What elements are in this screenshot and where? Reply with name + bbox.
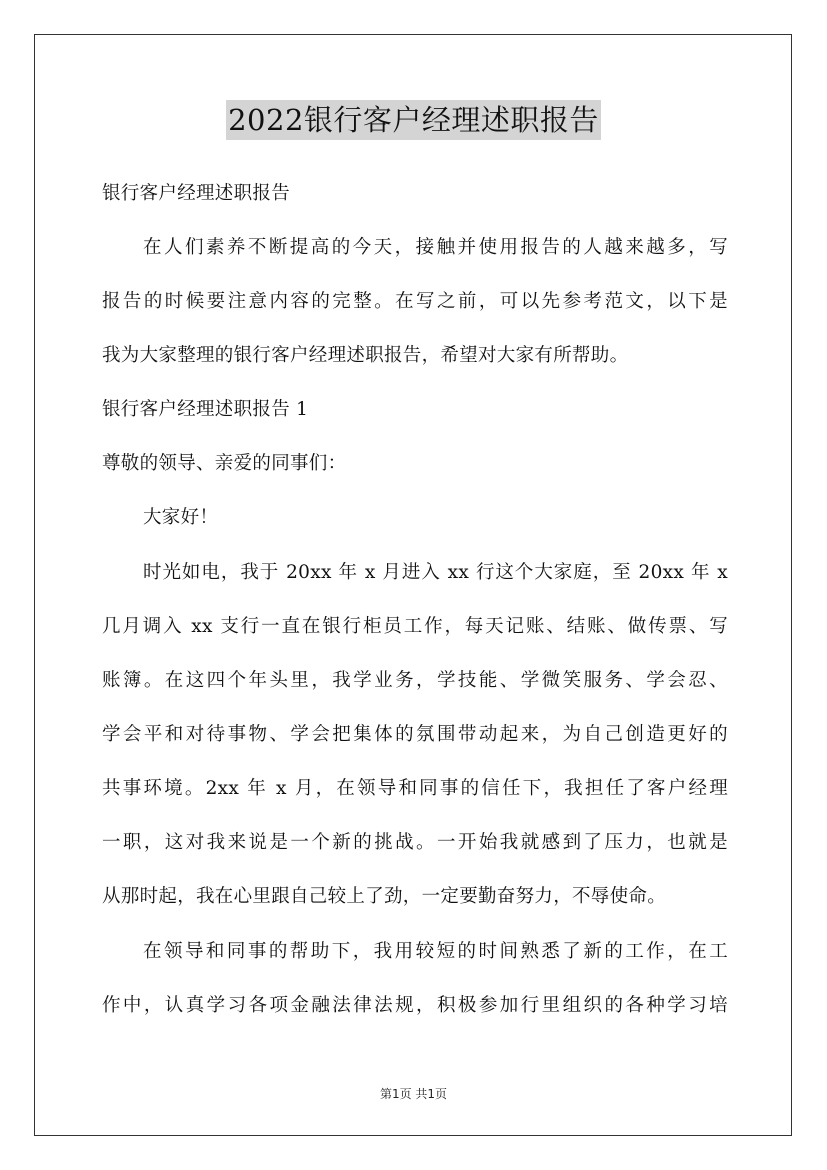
paragraph-line: 一职，这对我来说是一个新的挑战。一开始我就感到了压力，也就是 xyxy=(102,832,728,853)
paragraph-line: 账簿。在这四个年头里，我学业务，学技能、学微笑服务、学会忍、 xyxy=(102,670,728,691)
paragraph-line: 在人们素养不断提高的今天，接触并使用报告的人越来越多，写 xyxy=(143,237,728,258)
paragraph-line: 几月调入 xx 支行一直在银行柜员工作，每天记账、结账、做传票、写 xyxy=(102,616,728,637)
paragraph-line: 从那时起，我在心里跟自己较上了劲，一定要勤奋努力，不辱使命。 xyxy=(102,886,667,907)
title-container xyxy=(0,100,827,140)
doc-subtitle: 银行客户经理述职报告 xyxy=(102,183,291,204)
salutation: 尊敬的领导、亲爱的同事们： xyxy=(102,453,347,474)
paragraph-line: 时光如电，我于 20xx 年 x 月进入 xx 行这个大家庭，至 20xx 年 x xyxy=(143,562,728,583)
paragraph-line: 我为大家整理的银行客户经理述职报告，希望对大家有所帮助。 xyxy=(102,345,629,366)
paragraph-line: 学会平和对待事物、学会把集体的氛围带动起来，为自己创造更好的 xyxy=(102,724,728,745)
section-heading: 银行客户经理述职报告 1 xyxy=(102,399,309,420)
document-title: 2022银行客户经理述职报告 xyxy=(226,100,601,140)
page-footer: 第1页 共1页 xyxy=(379,1087,448,1101)
paragraph-line: 报告的时候要注意内容的完整。在写之前，可以先参考范文，以下是 xyxy=(102,291,728,312)
paragraph-line: 在领导和同事的帮助下，我用较短的时间熟悉了新的工作，在工 xyxy=(143,941,728,962)
paragraph-line: 共事环境。2xx 年 x 月，在领导和同事的信任下，我担任了客户经理 xyxy=(102,778,728,799)
greeting: 大家好！ xyxy=(143,507,219,528)
paragraph-line: 作中，认真学习各项金融法律法规，积极参加行里组织的各种学习培 xyxy=(102,995,728,1016)
